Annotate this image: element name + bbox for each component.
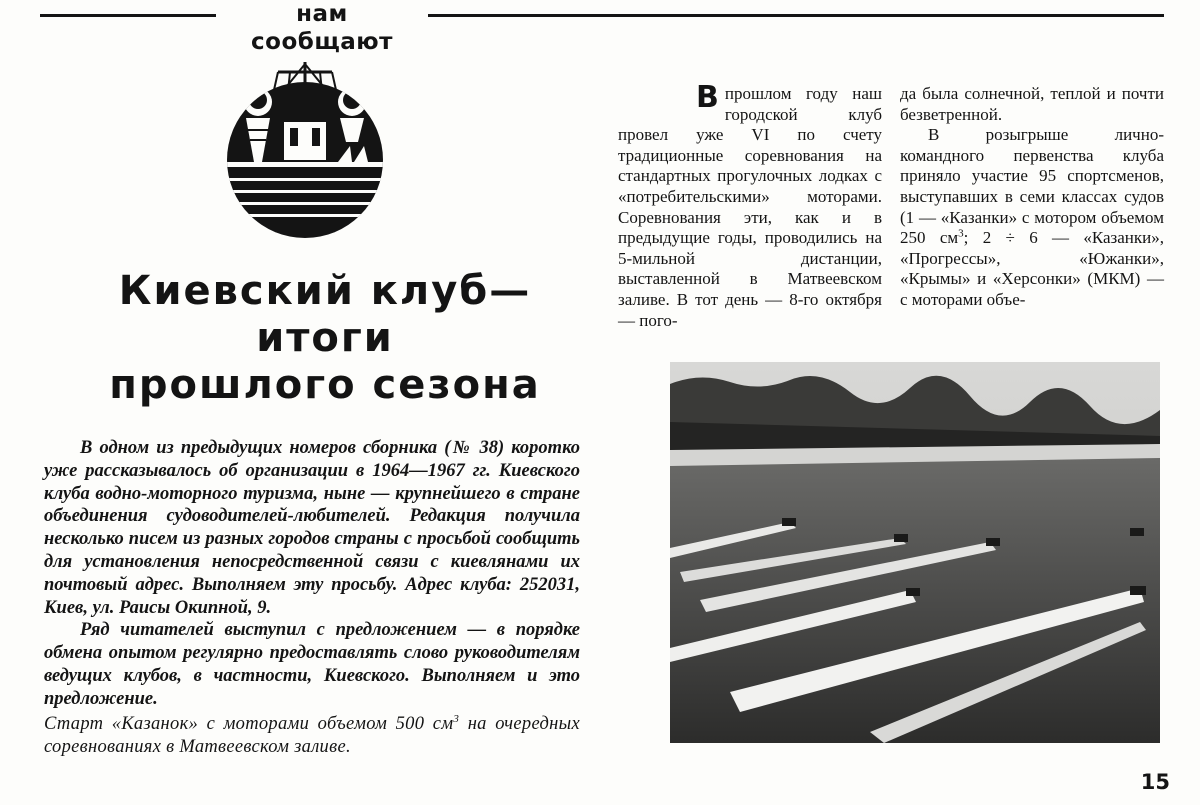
boat-with-sailors-icon [218,62,392,238]
article-column-1 [618,80,882,331]
header-rule-right [428,14,1164,17]
column-2-paragraph-1: да была солнечной, теплой и почти безветренной. [900,84,1164,124]
motorboats-race-photo [670,362,1160,743]
column-2-superscript: 3 [958,227,964,240]
column-2-paragraph-2 [900,125,1164,310]
headline-line-3: прошлого сезона [109,362,541,408]
article-column-2 [900,84,1164,311]
headline-line-2: итоги [256,315,394,361]
photo-caption [44,713,580,758]
caption-superscript: 3 [453,712,460,725]
headline-line-1: Киевский клуб— [118,268,532,314]
page-number: 15 [1140,770,1170,794]
column-2-text-before: В розыгрыше лично-командного первенства клуба приняло участие 95 спортсменов, выступавших в семи классах судов (1 — «Казанки» с мотором объемом 250 см [900,125,1164,248]
caption-text-before: Старт «Казанок» с моторами объемом 500 см [44,714,454,734]
column-2-text-after: ; 2 ÷ 6 — «Казанки», «Прогрессы», «Южанки», «Крымы» и «Херсонки» (МКМ) — с моторами объе- [900,228,1164,309]
caption-text-after: на очередных соревнованиях в Матвеевском заливе. [44,714,580,757]
intro-paragraph-1: В одном из предыдущих номеров сборника (№ 38) коротко уже рассказывалось об организации в 1964—1967 гг. Киевского клуба водно-моторного туризма, ныне — крупнейшего в стране объединения судоводителей-любителей. Редакция получила несколько писем из разных городов страны с просьбой сообщить для установления непосредственной связи с киевлянами их почтовый адрес. Выполняем эту просьбу. Адрес клуба: 252031, Киев, ул. Раисы Окипной, 9. [44,438,580,618]
intro-paragraph-2: Ряд читателей выступил с предложением — в порядке обмена опытом регулярно предоставлять слово руководителям ведущих клубов, в частности, Киевского. Выполняем и это предложение. [44,620,580,709]
headline [70,268,580,409]
section-label: нам сообщают [251,1,393,55]
header-rule-left [40,14,216,17]
drop-cap: В [696,80,719,115]
column-1-text: прошлом году наш городской клуб провел уже VI по счету традиционные соревнования на стандартных прогулочных лодках с «потребительскими» моторами. Соревнования эти, как и в предыдущие годы, проводились на 5-мильной дистанции, выставленной в Матвеевском заливе. В тот день — 8-го октября — пого- [618,84,882,330]
intro-text [44,437,580,711]
